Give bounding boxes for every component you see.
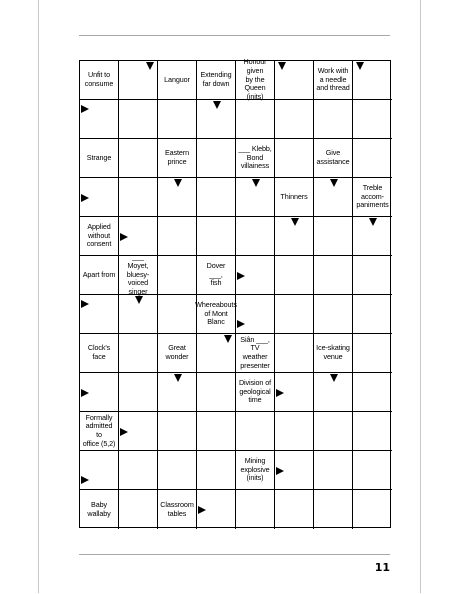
clue-text: Unfit to consume xyxy=(84,70,114,88)
answer-cell[interactable] xyxy=(353,412,392,451)
clue-text: Clock's face xyxy=(87,343,111,361)
answer-cell[interactable] xyxy=(275,334,314,373)
clue-cell xyxy=(314,139,353,178)
clue-text: ___ Klebb, Bond villainess xyxy=(238,144,272,171)
clue-cell xyxy=(236,57,275,101)
answer-cell[interactable] xyxy=(275,373,314,412)
top-rule xyxy=(79,35,390,36)
answer-cell[interactable] xyxy=(353,373,392,412)
answer-cell[interactable] xyxy=(314,490,353,529)
answer-cell[interactable] xyxy=(353,61,392,100)
clue-cell xyxy=(236,334,275,373)
answer-cell[interactable] xyxy=(80,295,119,334)
clue-cell xyxy=(80,412,119,451)
clue-cell xyxy=(80,490,119,529)
arrow-down-icon xyxy=(291,218,299,226)
clue-cell xyxy=(197,295,236,334)
clue-text: Strange xyxy=(86,152,112,162)
answer-cell[interactable] xyxy=(275,295,314,334)
arrow-down-icon xyxy=(278,62,286,70)
clue-text: Division of geological time xyxy=(238,378,272,405)
answer-cell[interactable] xyxy=(197,178,236,217)
arrow-right-icon xyxy=(120,428,128,436)
answer-cell[interactable] xyxy=(314,256,353,295)
clue-cell xyxy=(197,61,236,100)
clue-cell xyxy=(158,61,197,100)
clue-text: Baby wallaby xyxy=(87,499,111,518)
answer-cell[interactable] xyxy=(197,100,236,139)
arrow-right-icon xyxy=(81,194,89,202)
arrow-down-icon xyxy=(252,179,260,187)
answer-cell[interactable] xyxy=(275,412,314,451)
arrow-right-icon xyxy=(276,467,284,475)
clue-cell xyxy=(236,451,275,490)
bottom-rule xyxy=(79,554,390,555)
answer-cell[interactable] xyxy=(314,100,353,139)
clue-text: Honour given by the Queen (inits) xyxy=(243,57,267,101)
answer-cell[interactable] xyxy=(353,139,392,178)
answer-cell[interactable] xyxy=(236,178,275,217)
arrow-down-icon xyxy=(224,335,232,343)
clue-cell xyxy=(236,139,275,178)
clue-cell xyxy=(119,252,158,296)
arrow-down-icon xyxy=(330,374,338,382)
arrow-down-icon xyxy=(369,218,377,226)
answer-cell[interactable] xyxy=(197,373,236,412)
answer-cell[interactable] xyxy=(236,256,275,295)
clue-text: Mining explosive (inits) xyxy=(240,456,270,483)
clue-text: Apart from xyxy=(82,269,116,279)
answer-cell[interactable] xyxy=(119,451,158,490)
clue-text: Thinners xyxy=(280,191,308,201)
answer-cell[interactable] xyxy=(80,178,119,217)
clue-cell xyxy=(158,139,197,178)
clue-text: Work with a needle and thread xyxy=(316,66,350,93)
clue-cell xyxy=(80,217,119,256)
answer-cell[interactable] xyxy=(80,100,119,139)
answer-cell[interactable] xyxy=(314,412,353,451)
answer-cell[interactable] xyxy=(119,217,158,256)
crossword-grid xyxy=(79,57,391,528)
answer-cell[interactable] xyxy=(275,61,314,100)
answer-cell[interactable] xyxy=(236,217,275,256)
answer-cell[interactable] xyxy=(119,295,158,334)
clue-cell xyxy=(314,61,353,100)
answer-cell[interactable] xyxy=(353,256,392,295)
answer-cell[interactable] xyxy=(119,334,158,373)
answer-cell[interactable] xyxy=(197,334,236,373)
clue-text: Eastern prince xyxy=(164,148,190,166)
clue-text: Treble accom- paniments xyxy=(356,183,389,210)
answer-cell[interactable] xyxy=(158,256,197,295)
arrow-right-icon xyxy=(81,300,89,308)
clue-cell xyxy=(158,490,197,529)
arrow-right-icon xyxy=(237,320,245,328)
answer-cell[interactable] xyxy=(158,100,197,139)
answer-cell[interactable] xyxy=(80,373,119,412)
clue-text: Extending far down xyxy=(200,70,232,88)
clue-text: ___ Moyet, bluesy- voiced singer xyxy=(126,252,150,296)
answer-cell[interactable] xyxy=(314,217,353,256)
answer-cell[interactable] xyxy=(314,178,353,217)
answer-cell[interactable] xyxy=(197,217,236,256)
answer-cell[interactable] xyxy=(314,295,353,334)
arrow-down-icon xyxy=(330,179,338,187)
answer-cell[interactable] xyxy=(314,451,353,490)
answer-cell[interactable] xyxy=(275,451,314,490)
answer-cell[interactable] xyxy=(353,217,392,256)
answer-cell[interactable] xyxy=(119,490,158,529)
arrow-down-icon xyxy=(146,62,154,70)
answer-cell[interactable] xyxy=(119,139,158,178)
answer-cell[interactable] xyxy=(353,490,392,529)
answer-cell[interactable] xyxy=(80,451,119,490)
answer-cell[interactable] xyxy=(236,412,275,451)
clue-cell xyxy=(314,334,353,373)
clue-cell xyxy=(80,256,119,295)
answer-cell[interactable] xyxy=(275,217,314,256)
answer-cell[interactable] xyxy=(119,412,158,451)
arrow-down-icon xyxy=(174,374,182,382)
arrow-down-icon xyxy=(174,179,182,187)
clue-text: Great wonder xyxy=(165,343,189,361)
answer-cell[interactable] xyxy=(197,139,236,178)
clue-text: Ice-skating venue xyxy=(316,343,350,361)
clue-cell xyxy=(158,334,197,373)
answer-cell[interactable] xyxy=(275,490,314,529)
answer-cell[interactable] xyxy=(275,256,314,295)
arrow-right-icon xyxy=(198,506,206,514)
answer-cell[interactable] xyxy=(314,373,353,412)
answer-cell[interactable] xyxy=(119,61,158,100)
answer-cell[interactable] xyxy=(119,100,158,139)
answer-cell[interactable] xyxy=(158,373,197,412)
clue-cell xyxy=(80,61,119,100)
answer-cell[interactable] xyxy=(197,412,236,451)
arrow-down-icon xyxy=(213,101,221,109)
clue-cell xyxy=(275,178,314,217)
answer-cell[interactable] xyxy=(275,139,314,178)
clue-text: Applied without consent xyxy=(86,222,112,249)
answer-cell[interactable] xyxy=(158,217,197,256)
answer-cell[interactable] xyxy=(158,412,197,451)
clue-text: Classroom tables xyxy=(160,499,194,518)
answer-cell[interactable] xyxy=(158,178,197,217)
clue-cell xyxy=(80,334,119,373)
clue-text: Formally admitted to office (5,2) xyxy=(82,412,116,448)
answer-cell[interactable] xyxy=(158,295,197,334)
arrow-right-icon xyxy=(276,389,284,397)
arrow-right-icon xyxy=(81,105,89,113)
answer-cell[interactable] xyxy=(353,295,392,334)
clue-cell xyxy=(80,139,119,178)
answer-cell[interactable] xyxy=(353,100,392,139)
answer-cell[interactable] xyxy=(236,490,275,529)
arrow-right-icon xyxy=(120,233,128,241)
answer-cell[interactable] xyxy=(236,295,275,334)
arrow-right-icon xyxy=(81,476,89,484)
arrow-right-icon xyxy=(237,272,245,280)
page-number: 11 xyxy=(374,561,390,574)
arrow-down-icon xyxy=(135,296,143,304)
answer-cell[interactable] xyxy=(275,100,314,139)
arrow-down-icon xyxy=(356,62,364,70)
clue-text: Give assistance xyxy=(316,148,350,166)
answer-cell[interactable] xyxy=(197,451,236,490)
clue-text: Dover ___, fish xyxy=(206,261,226,288)
arrow-right-icon xyxy=(81,389,89,397)
clue-cell xyxy=(353,178,392,217)
answer-cell[interactable] xyxy=(119,178,158,217)
clue-cell xyxy=(197,256,236,295)
clue-text: Languor xyxy=(164,74,190,84)
clue-text: Whereabouts of Mont Blanc xyxy=(195,300,237,327)
answer-cell[interactable] xyxy=(353,334,392,373)
clue-cell xyxy=(236,373,275,412)
answer-cell[interactable] xyxy=(197,490,236,529)
clue-text: Siân ___, TV weather presenter xyxy=(240,334,270,370)
answer-cell[interactable] xyxy=(353,451,392,490)
answer-cell[interactable] xyxy=(158,451,197,490)
answer-cell[interactable] xyxy=(119,373,158,412)
answer-cell[interactable] xyxy=(236,100,275,139)
